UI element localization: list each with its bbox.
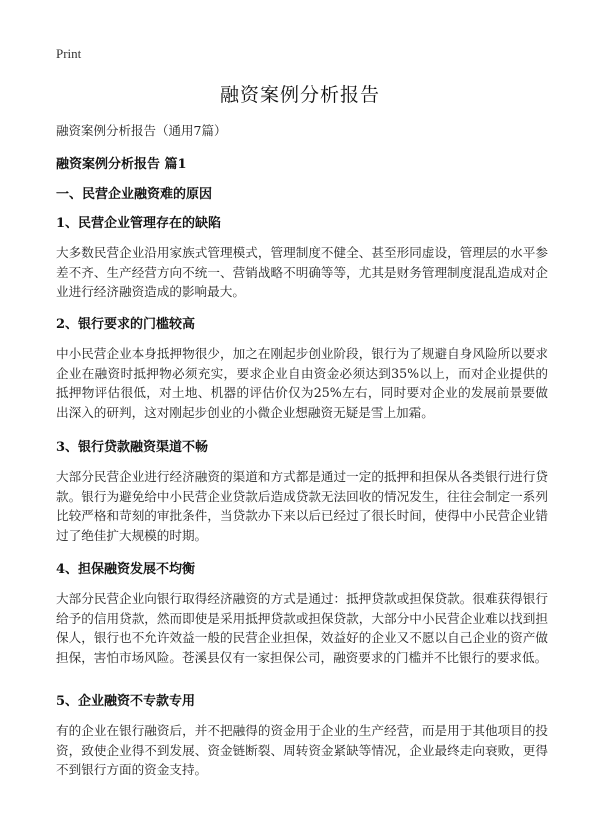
- chapter-heading: 一、民营企业融资难的原因: [56, 187, 213, 202]
- document-subtitle: 融资案例分析报告（通用7篇）: [56, 123, 227, 138]
- section-heading-1: 1、民营企业管理存在的缺陷: [56, 216, 222, 231]
- section-heading-4: 4、担保融资发展不均衡: [56, 562, 196, 577]
- page-title: 融资案例分析报告: [219, 84, 380, 106]
- section-heading-3: 3、银行贷款融资渠道不畅: [56, 440, 209, 455]
- section-heading-5: 5、企业融资不专款专用: [56, 694, 196, 709]
- section-body-3: 大部分民营企业进行经济融资的渠道和方式都是通过一定的抵押和担保从各类银行进行贷款。银行为避免给中小民营企业贷款后造成贷款无法回收的情况发生，往往会制定一系列比较严格和苛刻的审批条件，当贷款办下来以后已经过了很长时间，使得中小民营企业错过了绝佳扩大规模的时期。: [56, 469, 548, 543]
- article-section-title: 融资案例分析报告 篇1: [56, 157, 187, 172]
- section-body-1: 大多数民营企业沿用家族式管理模式，管理制度不健全、甚至形同虚设，管理层的水平参差不齐、生产经营方向不统一、营销战略不明确等等，尤其是财务管理制度混乱造成对企业进行经济融资造成的影响最大。: [56, 245, 548, 300]
- section-body-4: 大部分民营企业向银行取得经济融资的方式是通过：抵押贷款或担保贷款。很难获得银行给予的信用贷款，然而即使是采用抵押贷款或担保贷款，大部分中小民营企业难以找到担保人，银行也不允许效益一般的民营企业担保，效益好的企业又不愿以自己企业的资产做担保，害怕市场风险。苍溪县仅有一家担保公司，融资要求的门槛并不比银行的要求低。: [56, 591, 548, 665]
- print-label: Print: [56, 46, 82, 61]
- section-heading-2: 2、银行要求的门槛较高: [56, 317, 196, 332]
- section-body-5: 有的企业在银行融资后，并不把融得的资金用于企业的生产经营，而是用于其他项目的投资，致使企业得不到发展、资金链断裂、周转资金紧缺等情况，企业最终走向衰败，更得不到银行方面的资金支持。: [56, 723, 548, 778]
- section-body-2: 中小民营企业本身抵押物很少，加之在刚起步创业阶段，银行为了规避自身风险所以要求企业在融资时抵押物必须充实，要求企业自由资金必须达到35%以上，而对企业提供的抵押物评估很低，对土地、机器的评估价仅为25%左右，同时要对企业的发展前景要做出深入的研判，这对刚起步创业的小微企业想融资无疑是雪上加霜。: [56, 346, 548, 420]
